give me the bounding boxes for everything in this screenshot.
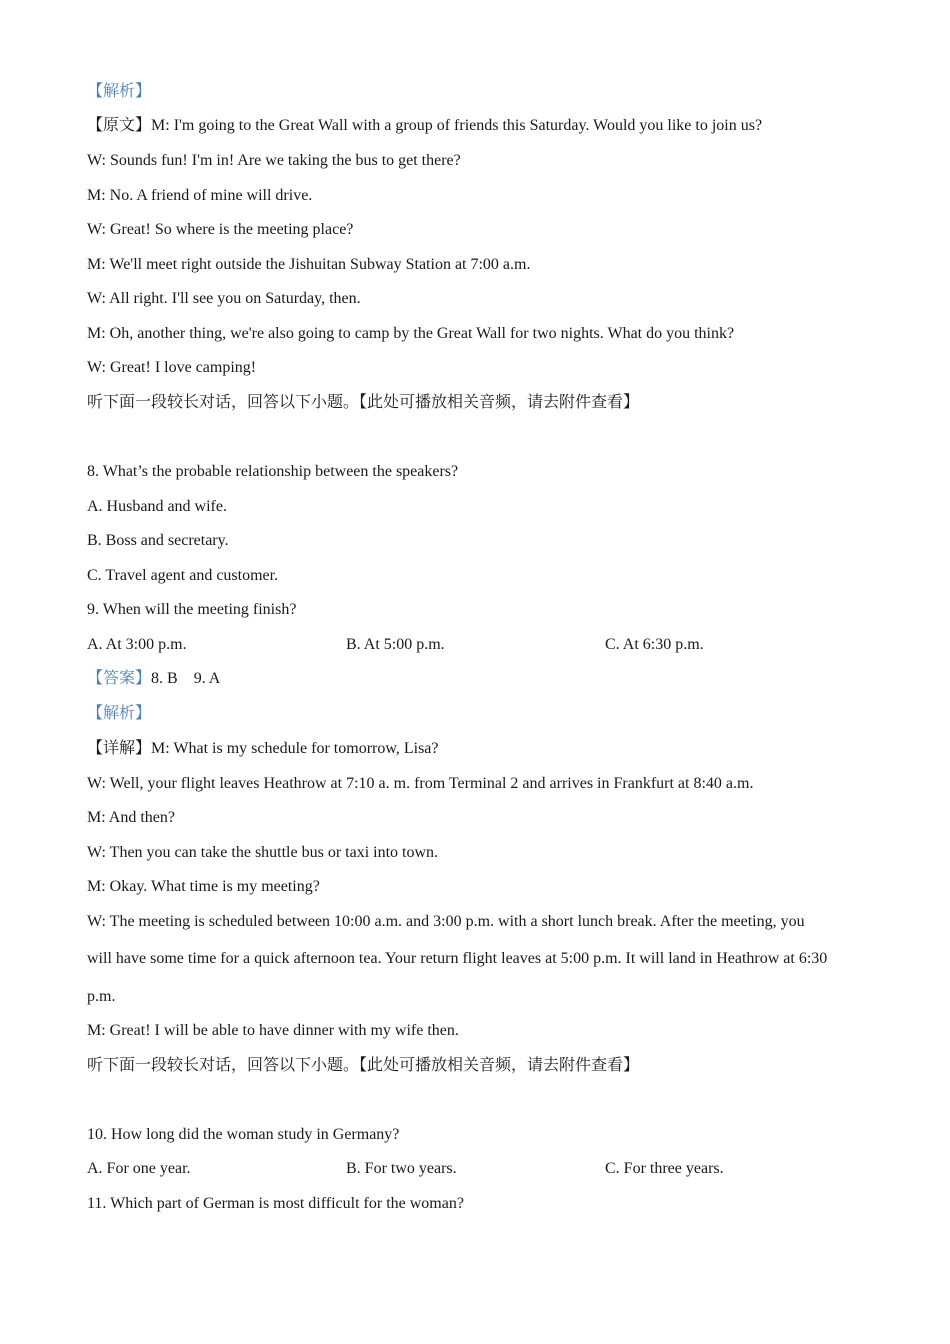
option-10a: A. For one year. — [87, 1160, 191, 1177]
question-10: 10. How long did the woman study in Germany? — [87, 1126, 400, 1143]
option-8c: C. Travel agent and customer. — [87, 567, 279, 584]
transcript-line: W: Sounds fun! I'm in! Are we taking the bus to get there? — [87, 152, 461, 169]
transcript-line: W: Great! So where is the meeting place? — [87, 221, 354, 238]
transcript-line: p.m. — [87, 988, 116, 1005]
option-9a: A. At 3:00 p.m. — [87, 636, 187, 653]
option-10b: B. For two years. — [346, 1160, 457, 1177]
transcript-line: M: Great! I will be able to have dinner with my wife then. — [87, 1022, 459, 1039]
question-9: 9. When will the meeting finish? — [87, 601, 297, 618]
answer-label: 【答案】 — [87, 670, 152, 687]
option-10c: C. For three years. — [605, 1160, 724, 1177]
detail-label: 【详解】 — [87, 740, 152, 757]
listening-instruction: 听下面一段较长对话，回答以下小题。【此处可播放相关音频，请去附件查看】 — [87, 1057, 640, 1074]
transcript-line: 【详解】M: What is my schedule for tomorrow, Lisa? — [87, 740, 439, 757]
transcript-line: W: Great! I love camping! — [87, 359, 257, 376]
transcript-line: will have some time for a quick afternoon tea. Your return flight leaves at 5:00 p.m. It will land in Heathrow at 6:30 — [87, 950, 828, 967]
question-8: 8. What’s the probable relationship between the speakers? — [87, 463, 459, 480]
analysis-label: 【解析】 — [87, 705, 152, 722]
listening-instruction: 听下面一段较长对话，回答以下小题。【此处可播放相关音频，请去附件查看】 — [87, 394, 640, 411]
transcript-line: M: No. A friend of mine will drive. — [87, 187, 313, 204]
option-8a: A. Husband and wife. — [87, 498, 227, 515]
analysis-label: 【解析】 — [87, 83, 152, 100]
transcript-line: W: The meeting is scheduled between 10:00 a.m. and 3:00 p.m. with a short lunch break. After the meeting, you — [87, 913, 805, 930]
option-9b: B. At 5:00 p.m. — [346, 636, 445, 653]
option-9c: C. At 6:30 p.m. — [605, 636, 704, 653]
transcript-line: M: We'll meet right outside the Jishuitan Subway Station at 7:00 a.m. — [87, 256, 531, 273]
transcript-line: M: Oh, another thing, we're also going to camp by the Great Wall for two nights. What do you think? — [87, 325, 735, 342]
answer-text: 8. B 9. A — [151, 670, 221, 687]
transcript-line: M: Okay. What time is my meeting? — [87, 878, 320, 895]
transcript-line: W: All right. I'll see you on Saturday, then. — [87, 290, 361, 307]
original-label: 【原文】 — [87, 117, 152, 134]
question-11: 11. Which part of German is most difficult for the woman? — [87, 1195, 464, 1212]
transcript-line: W: Well, your flight leaves Heathrow at 7:10 a. m. from Terminal 2 and arrives in Frankfurt at 8:40 a.m. — [87, 775, 754, 792]
option-8b: B. Boss and secretary. — [87, 532, 229, 549]
answer-line — [87, 669, 220, 689]
transcript-line: M: And then? — [87, 809, 175, 826]
transcript-line: W: Then you can take the shuttle bus or taxi into town. — [87, 844, 439, 861]
transcript-line: 【原文】M: I'm going to the Great Wall with a group of friends this Saturday. Would you like to join us? — [87, 117, 763, 134]
